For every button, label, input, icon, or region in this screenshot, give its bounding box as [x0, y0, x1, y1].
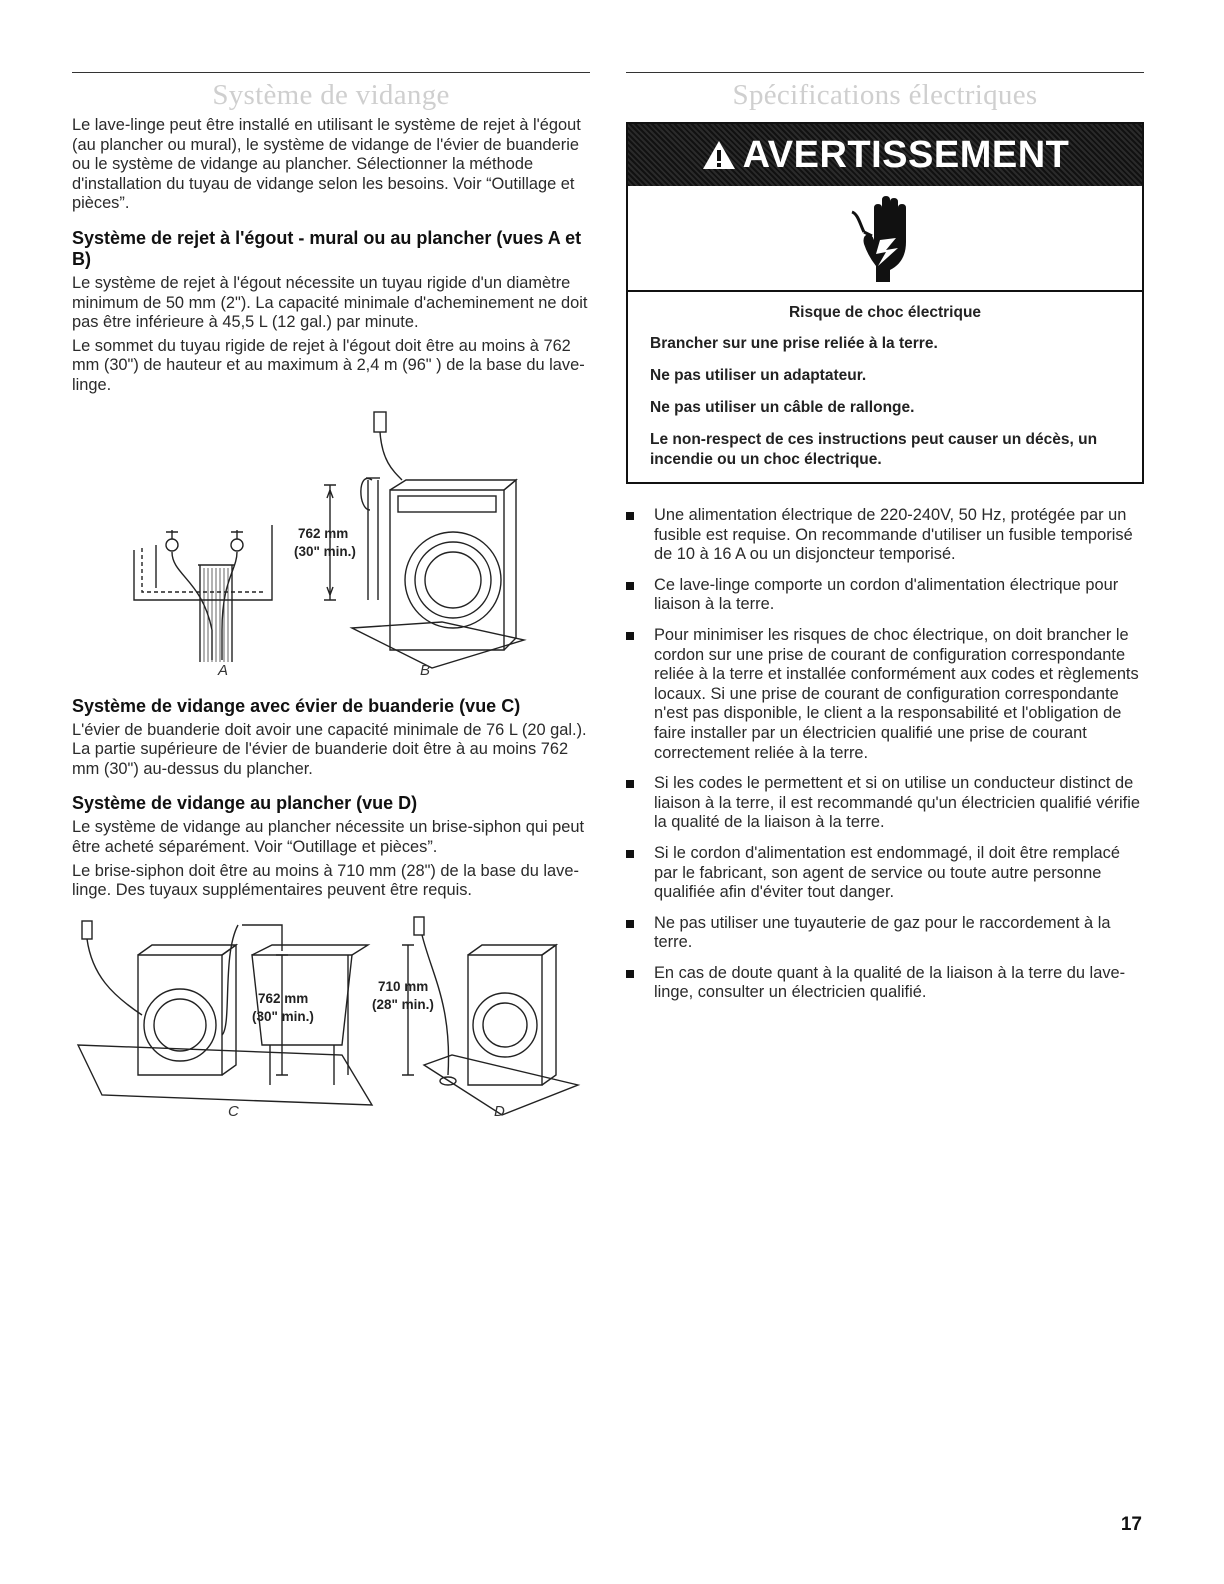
laundry-tub-heading: Système de vidange avec évier de buanderie (vue C): [72, 695, 521, 716]
tub-floor-illustration: [72, 915, 590, 1125]
list-item: [626, 774, 1144, 833]
warning-body: [628, 292, 1142, 482]
figure-label-a: A: [218, 661, 229, 679]
figure-label-b: B: [420, 661, 431, 679]
list-item: [626, 626, 1144, 763]
tub-dim-2: (30" min.): [252, 1008, 314, 1024]
page-number: 17: [1120, 1514, 1142, 1535]
right-column: [626, 72, 1144, 1014]
list-item: [626, 914, 1144, 953]
warning-line: Le non-respect de ces instructions peut causer un décès, un incendie ou un choc électrique.: [650, 431, 1098, 468]
standpipe-dim-2: (30" min.): [294, 543, 356, 559]
list-item-text: Si le cordon d'alimentation est endommagé, il doit être remplacé par le fabricant, son agent de service ou toute autre personne qualifiée afin d'éviter tout danger.: [654, 843, 1120, 902]
electric-shock-hand-icon: [850, 192, 920, 284]
drain-intro: Le lave-linge peut être installé en utilisant le système de rejet à l'égout (au plancher ou mural), le système de vidange de l'évier de buanderie ou le système de vidange au plancher. Sélectionner la méthode d'installation du tuyau de vidange selon les besoins. Voir “Outillage et pièces”.: [72, 116, 581, 213]
bullet-icon: [626, 850, 634, 858]
list-item: [626, 506, 1144, 565]
standpipe-illustration: [72, 400, 590, 682]
figure-standpipe: [72, 400, 590, 682]
floor-drain-dim-2: (28" min.): [372, 996, 434, 1012]
laundry-tub-paragraph: L'évier de buanderie doit avoir une capacité minimale de 76 L (20 gal.). La partie supérieure de l'évier de buanderie doit être à au moins 762 mm (30") au-dessus du plancher.: [72, 720, 587, 778]
floor-drain-paragraph-2: Le brise-siphon doit être au moins à 710 mm (28") de la base du lave-linge. Des tuyaux supplémentaires peuvent être requis.: [72, 861, 579, 900]
list-item-text: Une alimentation électrique de 220-240V, 50 Hz, protégée par un fusible est requise. On recommande d'utiliser un fusible temporisé de 10 à 16 A ou un disjoncteur temporisé.: [654, 506, 1133, 564]
bullet-icon: [626, 970, 634, 978]
section-rule: [626, 72, 1144, 73]
section-rule: [72, 72, 590, 73]
warning-line: Brancher sur une prise reliée à la terre.: [650, 335, 938, 352]
bullet-icon: [626, 780, 634, 788]
bullet-icon: [626, 512, 634, 520]
list-item-text: En cas de doute quant à la qualité de la liaison à la terre du lave-linge, consulter un électricien qualifié.: [654, 963, 1126, 1002]
figure-tub-floor: [72, 915, 590, 1125]
list-item-text: Si les codes le permettent et si on utilise un conducteur distinct de liaison à la terre, il est recommandé qu'un électricien qualifié vérifie la qualité de la liaison à la terre.: [654, 774, 1140, 832]
list-item: [626, 576, 1144, 615]
warning-header-text: AVERTISSEMENT: [742, 133, 1070, 176]
tub-dim-1: 762 mm: [258, 990, 309, 1006]
warning-icon-area: [628, 186, 1142, 292]
bullet-icon: [626, 632, 634, 640]
floor-drain-heading: Système de vidange au plancher (vue D): [72, 793, 418, 814]
list-item-text: Ce lave-linge comporte un cordon d'alimentation électrique pour liaison à la terre.: [654, 575, 1119, 614]
warning-line: Ne pas utiliser un câble de rallonge.: [650, 399, 915, 416]
figure-label-c: C: [228, 1102, 239, 1120]
standpipe-heading: Système de rejet à l'égout - mural ou au plancher (vues A et B): [72, 227, 582, 269]
floor-drain-dim-1: 710 mm: [378, 978, 429, 994]
warning-header: [628, 124, 1142, 186]
warning-box: [626, 122, 1144, 484]
bullet-icon: [626, 920, 634, 928]
list-item: [626, 844, 1144, 903]
standpipe-paragraph-2: Le sommet du tuyau rigide de rejet à l'égout doit être au moins à 762 mm (30") de hauteur et au maximum à 2,4 m (96" ) de la base du lave-linge.: [72, 336, 585, 394]
warning-triangle-icon: [701, 139, 737, 171]
electrical-section-title: Spécifications électriques: [732, 79, 1038, 111]
list-item: [626, 964, 1144, 1003]
bullet-icon: [626, 582, 634, 590]
electrical-requirements-list: [626, 506, 1144, 1003]
warning-title: Risque de choc électrique: [788, 304, 982, 321]
list-item-text: Pour minimiser les risques de choc électrique, on doit brancher le cordon sur une prise de courant de configuration correspondante reliée à la terre et installée conformément aux codes et règlements locaux. Si une prise de courant de configuration correspondante n'est pas disponible, le client a la responsabilité et l'obligation de faire installer par un électricien qualifié une prise de courant correctement reliée à la terre.: [654, 625, 1139, 762]
warning-line: Ne pas utiliser un adaptateur.: [650, 367, 867, 384]
drain-section-title: Système de vidange: [212, 79, 450, 111]
standpipe-paragraph-1: Le système de rejet à l'égout nécessite un tuyau rigide d'un diamètre minimum de 50 mm (2"). La capacité minimale d'acheminement ne doit pas être inférieure à 45,5 L (12 gal.) par minute.: [72, 273, 588, 332]
standpipe-dim-1: 762 mm: [298, 525, 349, 541]
floor-drain-paragraph-1: Le système de vidange au plancher nécessite un brise-siphon qui peut être acheté séparément. Voir “Outillage et pièces”.: [72, 818, 585, 856]
left-column: [72, 72, 590, 1125]
figure-label-d: D: [494, 1102, 505, 1120]
list-item-text: Ne pas utiliser une tuyauterie de gaz pour le raccordement à la terre.: [654, 913, 1111, 952]
